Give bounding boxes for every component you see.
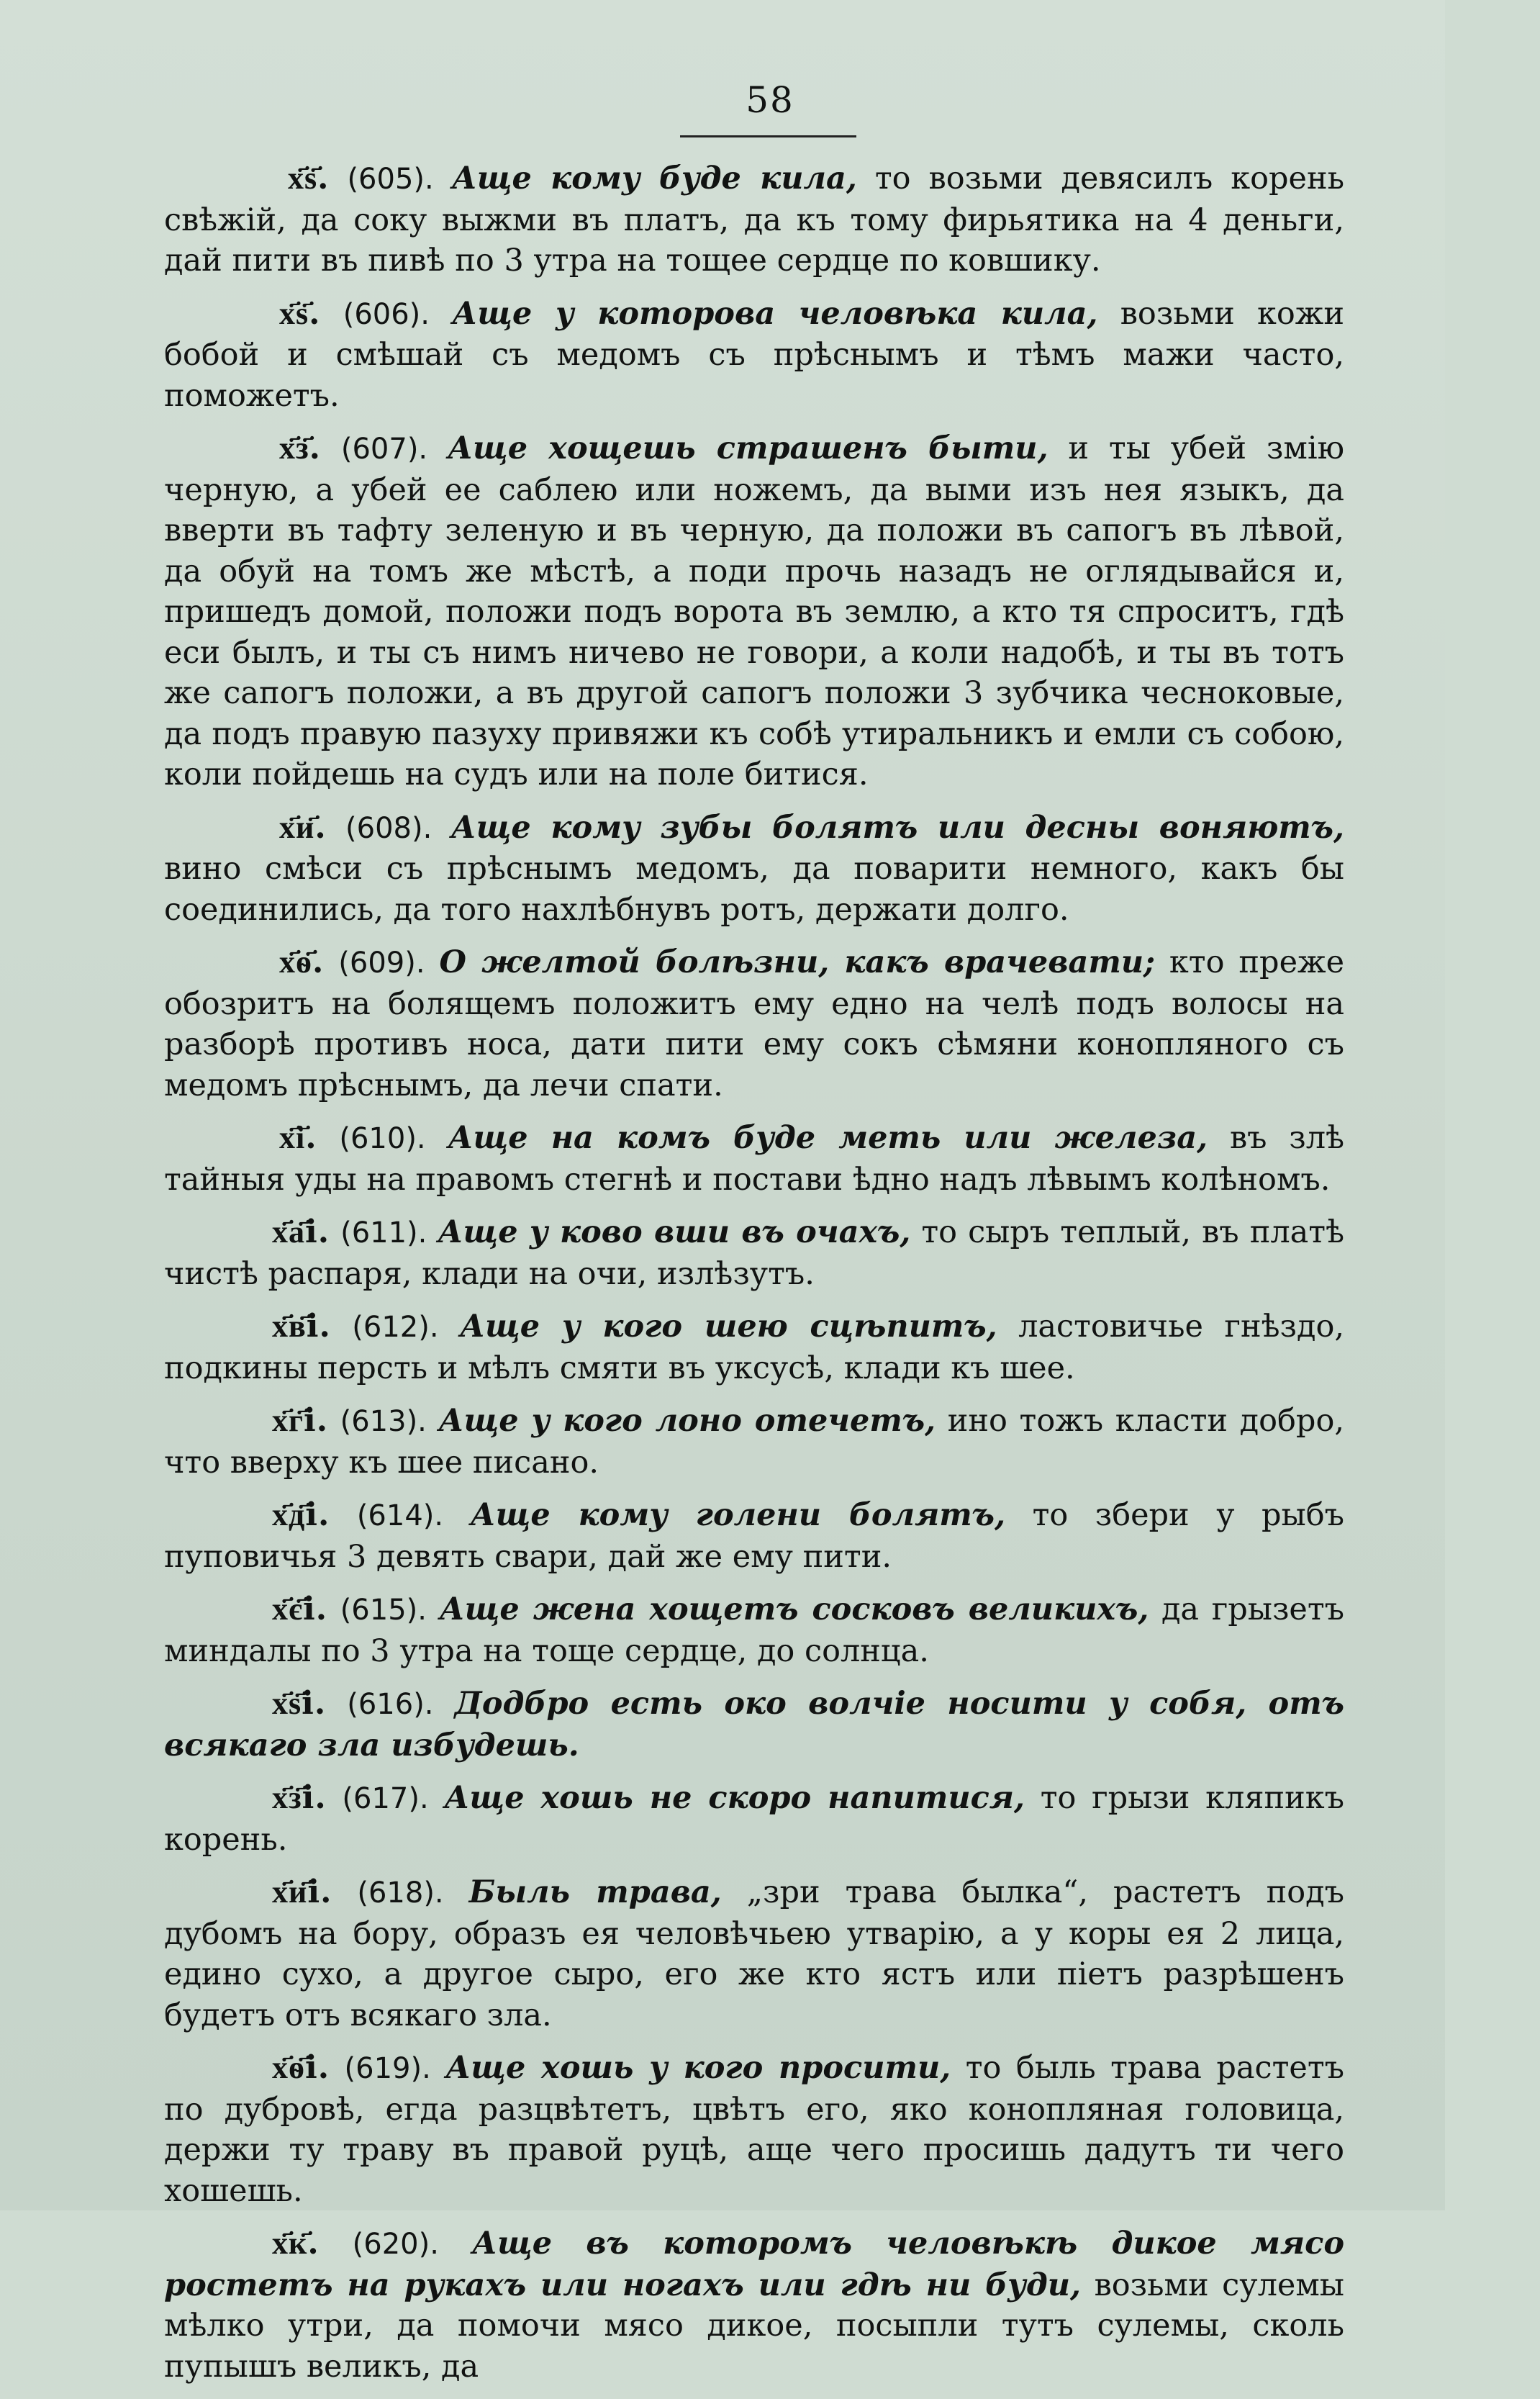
entry-609 — [164, 942, 1344, 1106]
entry-marker: х҃ѳ҃. — [279, 944, 325, 980]
entry-marker: х҃д҃і. — [272, 1496, 330, 1533]
entry-marker: х҃ѕ҃і. — [272, 1685, 327, 1722]
page-number: 58 — [746, 79, 794, 121]
page-number-rule — [680, 135, 856, 137]
entry-heading: О желтой болѣзни, какъ врачевати; — [439, 944, 1155, 980]
entry-605 — [164, 158, 1344, 281]
entry-text: „зри трава былка“, растетъ подъ дубомъ на бору, образъ ея человѣчьею утварію, а у коры ея 2 лица, едино сухо, а другое сыро, его же кто ястъ или піетъ разрѣшенъ будетъ отъ всякаго зла. — [164, 1874, 1344, 2033]
entry-number: (608). — [345, 811, 432, 845]
entry-text: въ злѣ тайныя уды на правомъ стегнѣ и постави ѣдно надъ лѣвымъ колѣномъ. — [164, 1120, 1345, 1198]
entry-marker: х҃в҃і. — [272, 1308, 331, 1345]
entry-text: ино тожъ класти добро, что вверху къ шее писано. — [164, 1403, 1345, 1481]
entry-number: (607). — [340, 433, 428, 466]
entries-list — [164, 158, 1344, 2399]
entry-marker: х҃ѳ҃і. — [272, 2049, 330, 2086]
entry-heading: Аще хощешь страшенъ быти, — [448, 430, 1048, 466]
entry-number: (615). — [340, 1594, 427, 1627]
entry-heading: Быль трава, — [468, 1874, 722, 1910]
entry-607 — [164, 428, 1344, 795]
entry-text: то быль трава растетъ по дубровѣ, егда разцвѣтетъ, цвѣтъ его, яко конопляная головица, держи ту траву въ правой руцѣ, аще чего просишь дадутъ ти чего хошешь. — [164, 2050, 1345, 2209]
entry-marker: х҃з҃. — [279, 430, 321, 466]
entry-number: (606). — [343, 297, 430, 331]
entry-number: (612). — [352, 1311, 439, 1344]
entry-heading: Аще кому зубы болятъ или десны воняютъ, — [450, 809, 1344, 846]
entry-heading: Додбро есть око волчіе носити у собя, отъ всякаго зла избудешь. — [164, 1686, 1345, 1763]
entry-text: возьми кожи бобой и смѣшай съ медомъ съ прѣснымъ и тѣмъ мажи часто, поможетъ. — [164, 295, 1345, 414]
entry-text: и ты убей змію черную, а убей ее саблею или ножемъ, да выми изъ нея языкъ, да вверти въ тафту зеленую и въ черную, да положи въ сапогъ въ лѣвой, да обуй на томъ же мѣстѣ, а поди прочь назадъ не оглядывайся и, пришедъ домой, положи подъ ворота въ землю, а кто тя спроситъ, гдѣ еси былъ, и ты съ нимъ ничево не говори, а коли надобѣ, и ты въ тотъ же сапогъ положи, а въ другой сапогъ положи 3 зубчика чесноковые, да подъ правую пазуху привяжи къ собѣ утиральникъ и емли съ собою, коли пойдешь на судъ или на поле битися. — [164, 430, 1345, 792]
entry-marker: х҃є҃і. — [272, 1591, 328, 1627]
entry-number: (611). — [340, 1216, 427, 1250]
entry-614 — [164, 1495, 1344, 1577]
entry-heading: Аще на комъ буде меть или железа, — [448, 1120, 1208, 1156]
entry-marker: х҃ѕ҃. — [279, 294, 321, 332]
entry-marker: х҃и҃. — [279, 808, 327, 846]
entry-marker: х҃г҃і. — [272, 1402, 329, 1439]
entry-marker: х҃ѕ҃. — [288, 160, 330, 196]
entry-marker: х҃з҃і. — [272, 1779, 327, 1816]
entry-619 — [164, 2048, 1344, 2211]
entry-number: (619). — [344, 2052, 431, 2085]
entry-heading: Аще въ которомъ человѣкѣ дикое мясо ростетъ на рукахъ или ногахъ или гдѣ ни буди, — [164, 2226, 1344, 2303]
entry-heading: Аще у которова человѣка кила, — [452, 295, 1098, 332]
entry-heading: Аще хошь не скоро напитися, — [444, 1780, 1025, 1816]
entry-heading: Аще кому голени болятъ, — [470, 1497, 1006, 1533]
entry-616 — [164, 1684, 1344, 1766]
entry-marker: х҃а҃і. — [272, 1214, 330, 1250]
entry-number: (620). — [352, 2228, 439, 2261]
entry-heading: Аще у кого шею сцѣпитъ, — [460, 1309, 997, 1345]
entry-heading: Аще жена хощетъ сосковъ великихъ, — [439, 1591, 1149, 1627]
entry-number: (610). — [339, 1122, 426, 1155]
entry-heading: Аще хошь у кого просити, — [445, 2050, 951, 2086]
entry-text: то сыръ теплый, въ платѣ чистѣ распаря, клади на очи, излѣзутъ. — [164, 1214, 1345, 1292]
entry-text: вино смѣси съ прѣснымъ медомъ, да поварити немного, какъ бы соединились, да того нахлѣбнувъ ротъ, держати долго. — [164, 851, 1344, 928]
entry-heading: Аще у кого лоно отечетъ, — [438, 1403, 936, 1439]
entry-613 — [164, 1401, 1344, 1483]
entry-text: то збери у рыбъ пуповичья 3 девять свари, дай же ему пити. — [164, 1497, 1345, 1575]
entry-number: (618). — [357, 1876, 444, 1910]
entry-618 — [164, 1872, 1344, 2036]
entry-612 — [164, 1306, 1344, 1388]
entry-606 — [164, 294, 1344, 417]
entry-marker: х҃і҃. — [279, 1119, 317, 1156]
entry-number: (614). — [356, 1499, 444, 1532]
entry-610 — [164, 1118, 1344, 1200]
entry-text: кто преже обозритъ на болящемъ положитъ ему едно на челѣ подъ волосы на разборѣ противъ носа, дати пити ему сокъ сѣмяни конопляного съ медомъ прѣснымъ, да лечи спати. — [164, 944, 1345, 1103]
entry-number: (609). — [338, 947, 425, 980]
entry-608 — [164, 808, 1344, 931]
entry-text: возьми сулемы мѣлко утри, да помочи мясо дикое, посыпли тутъ сулемы, сколь пупышъ великъ, да — [164, 2267, 1345, 2385]
entry-number: (605). — [347, 163, 434, 196]
entry-heading: Аще кому буде кила, — [451, 161, 857, 196]
entry-617 — [164, 1778, 1344, 1860]
entry-text: ластовичье гнѣздо, подкины персть и мѣлъ смяти въ уксусѣ, клади къ шее. — [164, 1309, 1345, 1386]
entry-marker: х҃и҃і. — [272, 1874, 332, 1910]
entry-text: то возьми девясилъ корень свѣжій, да соку выжми въ платъ, да къ тому фирьятика на 4 деньги, дай пити въ пивѣ по 3 утра на тощее сердце по ковшику. — [164, 161, 1345, 279]
entry-marker: х҃к҃. — [272, 2225, 320, 2262]
entry-number: (613). — [340, 1405, 427, 1438]
entry-text: да грызетъ миндалы по 3 утра на тоще сердце, до солнца. — [164, 1591, 1345, 1669]
entry-615 — [164, 1589, 1344, 1671]
entry-611 — [164, 1212, 1344, 1294]
entry-number: (616). — [347, 1688, 434, 1721]
entry-number: (617). — [342, 1782, 429, 1815]
entry-620 — [164, 2223, 1344, 2387]
entry-text: то грызи кляпикъ корень. — [164, 1780, 1345, 1858]
entry-heading: Аще у ково вши въ очахъ, — [438, 1214, 911, 1250]
